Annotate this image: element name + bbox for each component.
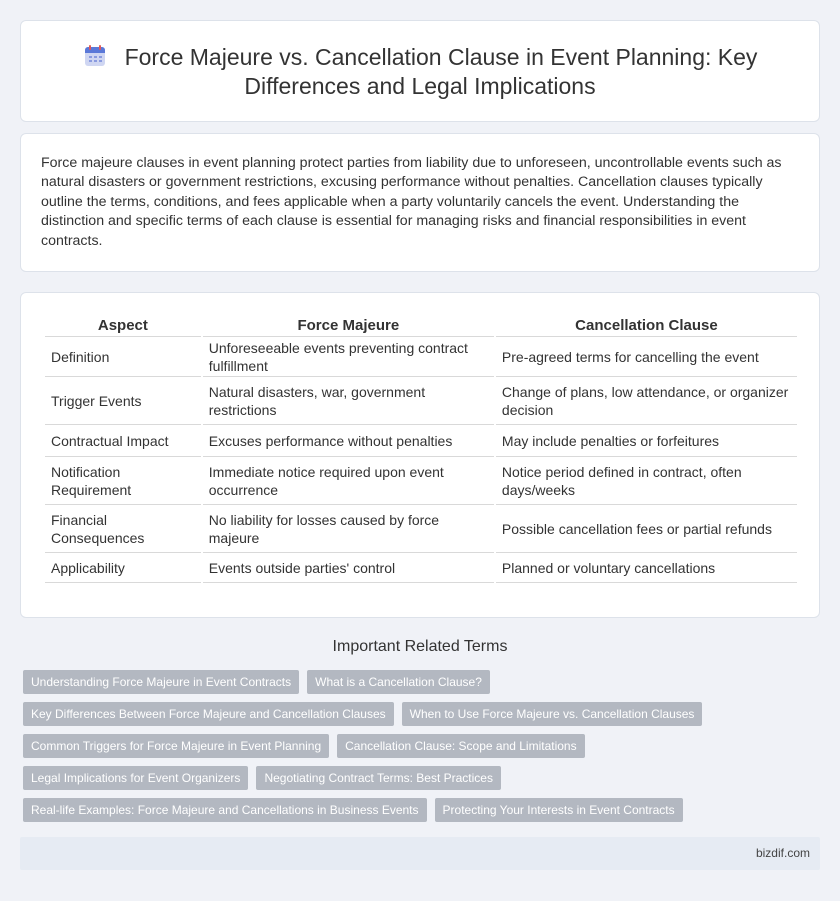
cell-aspect: Definition [45,337,201,377]
footer-brand[interactable]: bizdif.com [755,846,810,860]
header-force-majeure: Force Majeure [203,315,494,337]
table-row [45,377,797,425]
related-tag[interactable]: Common Triggers for Force Majeure in Event Planning [23,734,329,758]
cell-aspect: Notification Requirement [45,457,201,505]
table-row [45,337,797,377]
related-tag[interactable]: Protecting Your Interests in Event Contracts [435,798,683,822]
related-terms-list [23,670,818,822]
cell-force-majeure: Natural disasters, war, government restrictions [203,377,494,425]
cell-force-majeure: Events outside parties' control [203,553,494,583]
related-tag[interactable]: What is a Cancellation Clause? [307,670,490,694]
intro-text: Force majeure clauses in event planning protect parties from liability due to unforeseen, uncontrollable events such as natural disasters or government restrictions, excusing performance without penalties. Cancellation clauses typically outline the terms, conditions, and fees applicable when a party voluntarily cancels the event. Understanding the distinction and specific terms of each clause is essential for managing risks and financial responsibilities in event contracts. [41,155,782,249]
cell-cancellation: Pre-agreed terms for cancelling the event [496,337,797,377]
header-card [20,20,820,122]
cell-force-majeure: No liability for losses caused by force majeure [203,505,494,553]
related-tag[interactable]: Real-life Examples: Force Majeure and Cancellations in Business Events [23,798,427,822]
cell-cancellation: Change of plans, low attendance, or organizer decision [496,377,797,425]
table-row [45,505,797,553]
page-title-text: Force Majeure vs. Cancellation Clause in Event Planning: Key Differences and Legal Implications [124,44,758,99]
calendar-icon [83,44,107,68]
related-tag[interactable]: When to Use Force Majeure vs. Cancellation Clauses [402,702,703,726]
page-title [61,43,779,101]
cell-aspect: Financial Consequences [45,505,201,553]
related-tag[interactable]: Legal Implications for Event Organizers [23,766,248,790]
table-header-row [45,315,797,337]
related-terms-title: Important Related Terms [332,638,508,655]
related-tag[interactable]: Cancellation Clause: Scope and Limitations [337,734,584,758]
cell-cancellation: Notice period defined in contract, often days/weeks [496,457,797,505]
related-tag[interactable]: Negotiating Contract Terms: Best Practices [256,766,501,790]
footer [20,837,820,870]
cell-aspect: Trigger Events [45,377,201,425]
cell-cancellation: Possible cancellation fees or partial refunds [496,505,797,553]
cell-aspect: Contractual Impact [45,425,201,457]
header-aspect: Aspect [45,315,201,337]
table-row [45,457,797,505]
comparison-table [43,315,799,583]
table-row [45,553,797,583]
cell-cancellation: Planned or voluntary cancellations [496,553,797,583]
title-wrap [61,43,779,101]
cell-cancellation: May include penalties or forfeitures [496,425,797,457]
table-row [45,425,797,457]
cell-force-majeure: Immediate notice required upon event occurrence [203,457,494,505]
intro-card [20,133,820,272]
comparison-card [20,292,820,618]
related-tag[interactable]: Understanding Force Majeure in Event Contracts [23,670,299,694]
cell-force-majeure: Unforeseeable events preventing contract fulfillment [203,337,494,377]
related-tag[interactable]: Key Differences Between Force Majeure and Cancellation Clauses [23,702,394,726]
cell-force-majeure: Excuses performance without penalties [203,425,494,457]
header-cancellation-clause: Cancellation Clause [496,315,797,337]
cell-aspect: Applicability [45,553,201,583]
